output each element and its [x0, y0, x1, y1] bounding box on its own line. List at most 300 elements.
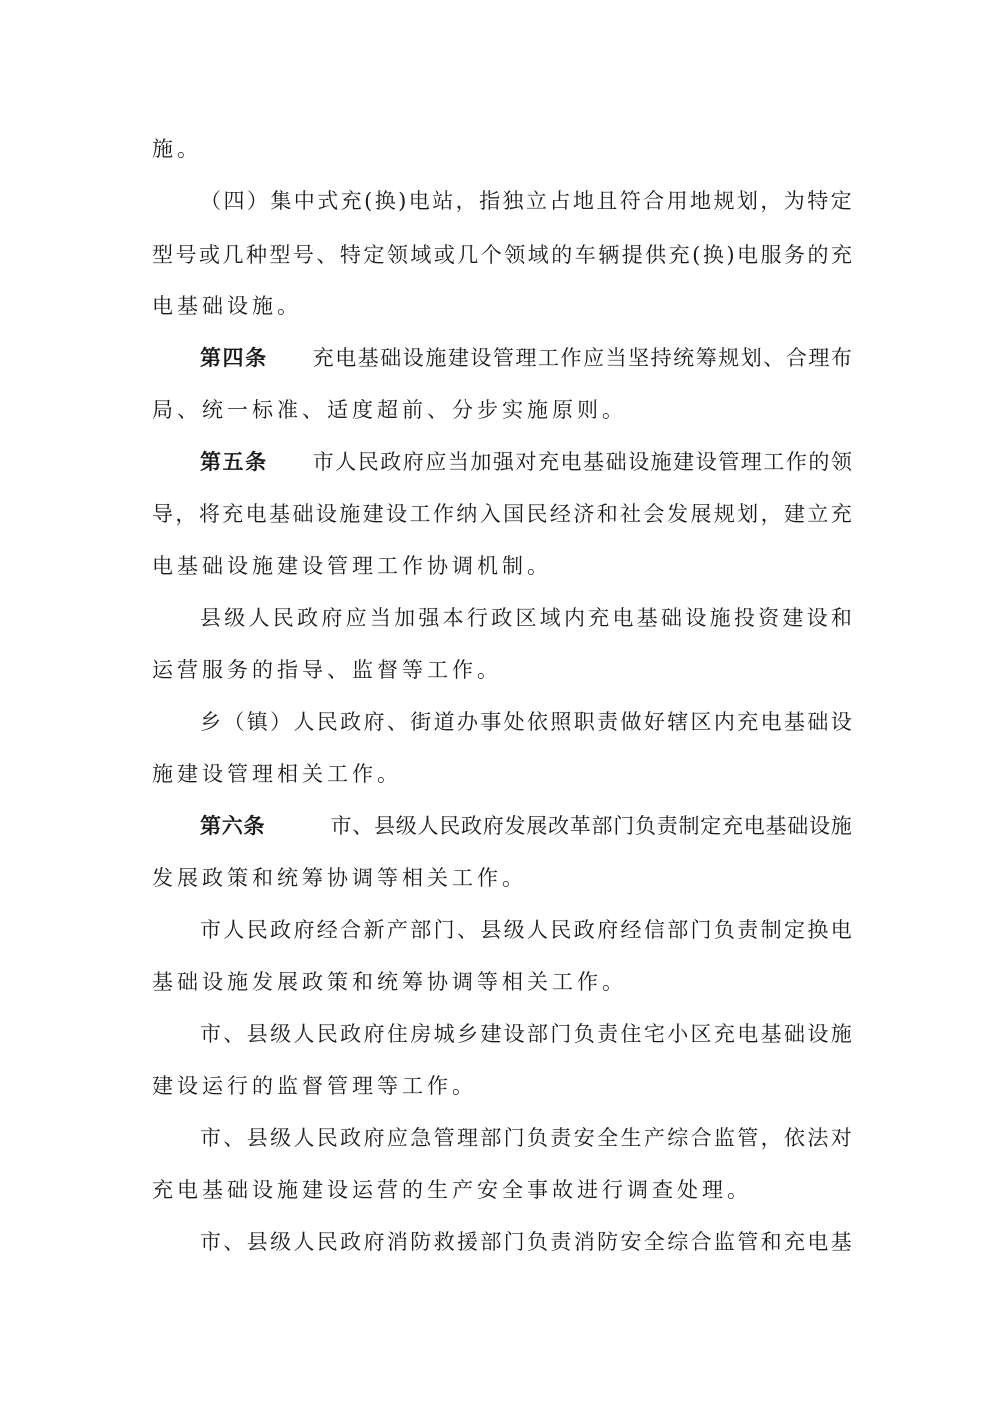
- char: 革: [569, 814, 591, 838]
- char: 府: [363, 1230, 385, 1254]
- char: 供: [645, 243, 667, 267]
- char: 或: [433, 243, 455, 267]
- char: 管: [433, 1126, 455, 1150]
- text-line: [152, 129, 852, 169]
- char: 电: [830, 918, 852, 942]
- char: 门: [503, 1230, 525, 1254]
- char: 基: [783, 710, 805, 734]
- char: 理: [740, 450, 762, 474]
- char: ，: [760, 502, 782, 526]
- char: 门: [613, 814, 635, 838]
- char: 援: [456, 1230, 478, 1254]
- char: 特: [339, 243, 361, 267]
- char: 电: [335, 346, 357, 370]
- char: 民: [316, 1230, 338, 1254]
- char: 的: [808, 450, 830, 474]
- text-line: [200, 1014, 852, 1054]
- char: 划: [740, 346, 762, 370]
- char: 区: [690, 710, 712, 734]
- char: 划: [737, 502, 759, 526]
- char: 服: [760, 243, 782, 267]
- char: 六: [221, 813, 243, 838]
- char: 人: [335, 450, 357, 474]
- char: 事: [480, 710, 502, 734]
- char: 人: [223, 918, 245, 942]
- char: 产: [386, 918, 408, 942]
- char: 设: [830, 710, 852, 734]
- char: 部: [591, 814, 613, 838]
- char: ，: [175, 502, 197, 526]
- char: 级: [395, 814, 417, 838]
- char: 发: [504, 814, 526, 838]
- char: 内: [713, 710, 735, 734]
- char: 市: [330, 814, 352, 838]
- char: 民: [316, 1022, 338, 1046]
- char: 础: [783, 1022, 805, 1046]
- char: 对: [830, 1126, 852, 1150]
- char: 集: [270, 189, 292, 213]
- char: 部: [667, 918, 689, 942]
- char: 持: [650, 346, 672, 370]
- char: 换: [702, 243, 724, 267]
- char: 设: [628, 450, 650, 474]
- char: 政: [491, 606, 513, 630]
- char: 负: [527, 1230, 549, 1254]
- text-line: [152, 286, 852, 326]
- char: 合: [785, 346, 807, 370]
- char: 特: [807, 189, 829, 213]
- char: 作: [785, 450, 807, 474]
- char: 综: [667, 1126, 689, 1150]
- char: 施: [339, 502, 361, 526]
- char: 基: [269, 502, 291, 526]
- char: 基: [583, 450, 605, 474]
- char: 对: [515, 450, 537, 474]
- char: 设: [386, 502, 408, 526]
- char: 小: [667, 1022, 689, 1046]
- char: 门: [690, 918, 712, 942]
- char: 市: [200, 1230, 221, 1254]
- char: 民: [550, 918, 572, 942]
- char: 投: [733, 606, 755, 630]
- char: 经: [316, 918, 338, 942]
- char: 应: [386, 1126, 408, 1150]
- char: 充: [783, 1230, 805, 1254]
- char: 充: [713, 1022, 735, 1046]
- char: 划: [736, 189, 758, 213]
- char: 筹: [695, 346, 717, 370]
- char: 规: [718, 346, 740, 370]
- char: 充: [312, 346, 334, 370]
- char: 部: [410, 918, 432, 942]
- char: 部: [480, 1230, 502, 1254]
- char: 电: [737, 1022, 759, 1046]
- char: 强: [418, 606, 440, 630]
- char: 应: [583, 346, 605, 370]
- char: 工: [409, 502, 431, 526]
- char: 本: [442, 606, 464, 630]
- char: 工: [763, 450, 785, 474]
- text-line: [200, 910, 852, 950]
- char: ): [398, 189, 407, 213]
- char: 个: [480, 243, 502, 267]
- char: 房: [410, 1022, 432, 1046]
- char: 中: [293, 189, 315, 213]
- char: 的: [807, 243, 829, 267]
- char: 布: [830, 346, 852, 370]
- char: 县: [480, 918, 502, 942]
- char: 域: [539, 606, 561, 630]
- char: 换: [374, 189, 396, 213]
- text-line: [200, 338, 852, 378]
- char: 独: [502, 189, 524, 213]
- char: 政: [340, 1126, 362, 1150]
- char: 、: [352, 814, 374, 838]
- char: 急: [410, 1126, 432, 1150]
- char: 当: [447, 450, 469, 474]
- char: 地: [572, 189, 594, 213]
- char: [268, 442, 289, 482]
- text-line: [152, 235, 852, 275]
- char: 改: [548, 814, 569, 838]
- char: 产: [643, 1126, 665, 1150]
- char: 宅: [643, 1022, 665, 1046]
- char: 统: [673, 346, 695, 370]
- char: [265, 806, 286, 846]
- char: 式: [317, 189, 339, 213]
- char: （: [223, 710, 245, 734]
- char: 政: [380, 450, 402, 474]
- char: 充: [722, 814, 743, 838]
- char: 民: [357, 450, 379, 474]
- text-line: [152, 858, 852, 898]
- char: 强: [492, 450, 514, 474]
- char: 为: [783, 189, 805, 213]
- char: 、: [223, 1022, 245, 1046]
- char: 理: [515, 346, 537, 370]
- char: 管: [718, 450, 740, 474]
- char: 政: [270, 918, 292, 942]
- char: 础: [661, 606, 683, 630]
- char: 、: [456, 918, 478, 942]
- char: 级: [270, 1022, 292, 1046]
- char: 全: [643, 1230, 665, 1254]
- char: 人: [527, 918, 549, 942]
- char: 设: [503, 1022, 525, 1046]
- char: 应: [425, 450, 447, 474]
- char: 车: [574, 243, 596, 267]
- char: 府: [363, 710, 385, 734]
- char: 府: [482, 814, 504, 838]
- char: 工: [537, 346, 559, 370]
- char: 负: [527, 1126, 549, 1150]
- char: 入: [479, 502, 501, 526]
- char: (: [364, 189, 373, 213]
- char: 住: [620, 1022, 642, 1046]
- char: 管: [737, 1126, 759, 1150]
- char: 条: [243, 813, 265, 838]
- text-line: [200, 1118, 852, 1158]
- char: 号: [292, 243, 314, 267]
- char: 区: [690, 1022, 712, 1046]
- char: 人: [293, 710, 315, 734]
- char: 全: [597, 1126, 619, 1150]
- line-text: 局、统一标准、适度超前、分步实施原则。: [152, 398, 627, 422]
- char: 管: [737, 1230, 759, 1254]
- char: 定: [700, 814, 722, 838]
- char: 责: [550, 1230, 572, 1254]
- char: ): [726, 243, 735, 267]
- line-text: 电基础设施建设管理工作协调机制。: [152, 554, 552, 578]
- char: 市: [312, 450, 334, 474]
- char: 电: [760, 710, 782, 734]
- char: 人: [417, 814, 439, 838]
- char: 用: [666, 189, 688, 213]
- char: 加: [394, 606, 416, 630]
- char: 民: [272, 606, 294, 630]
- char: 建: [480, 1022, 502, 1046]
- char: 应: [345, 606, 367, 630]
- char: 占: [549, 189, 571, 213]
- char: 五: [222, 449, 244, 474]
- text-line: [152, 1066, 852, 1106]
- char: 府: [293, 918, 315, 942]
- char: 政: [461, 814, 482, 838]
- char: 坚: [628, 346, 650, 370]
- line-text: 发展政策和统筹协调等相关工作。: [152, 866, 527, 890]
- char: 加: [470, 450, 492, 474]
- char: 建: [783, 502, 805, 526]
- char: 建: [447, 346, 469, 370]
- char: 住: [386, 1022, 408, 1046]
- char: 防: [597, 1230, 619, 1254]
- char: 施: [709, 606, 731, 630]
- char: 指: [479, 189, 501, 213]
- char: 基: [357, 346, 379, 370]
- char: 负: [635, 814, 656, 838]
- char: 部: [480, 1126, 502, 1150]
- char: 充: [588, 606, 610, 630]
- char: 提: [621, 243, 643, 267]
- char: [287, 806, 308, 846]
- char: 市: [200, 918, 221, 942]
- char: 城: [433, 1022, 455, 1046]
- char: 民: [439, 814, 461, 838]
- char: 依: [783, 1126, 805, 1150]
- char: 务: [783, 243, 805, 267]
- line-text: 电基础设施。: [152, 294, 302, 318]
- char: 充: [222, 502, 244, 526]
- char: 消: [386, 1230, 408, 1254]
- char: 第: [200, 345, 221, 370]
- char: 民: [316, 710, 338, 734]
- char: 市: [200, 1126, 221, 1150]
- char: 经: [549, 502, 571, 526]
- char: 县: [246, 1022, 268, 1046]
- char: 救: [433, 1230, 455, 1254]
- char: 规: [713, 502, 735, 526]
- char: 型: [269, 243, 291, 267]
- char: 础: [787, 814, 809, 838]
- char: 合: [690, 1230, 712, 1254]
- char: 政: [340, 1022, 362, 1046]
- text-line: [200, 1222, 852, 1262]
- char: 处: [503, 710, 525, 734]
- char: 充: [340, 189, 362, 213]
- char: 政: [573, 918, 595, 942]
- char: 领: [504, 243, 526, 267]
- char: 合: [340, 918, 362, 942]
- char: 电: [245, 502, 267, 526]
- char: ，: [455, 189, 477, 213]
- char: [309, 806, 330, 846]
- char: 设: [685, 606, 707, 630]
- char: 号: [175, 243, 197, 267]
- char: 电: [737, 243, 758, 267]
- char: 电: [807, 1230, 829, 1254]
- char: 人: [248, 606, 270, 630]
- char: 符: [619, 189, 641, 213]
- char: 政: [340, 1230, 362, 1254]
- char: 作: [560, 346, 582, 370]
- line-text: 运营服务的指导、监督等工作。: [152, 658, 502, 682]
- char: 纳: [456, 502, 478, 526]
- char: [290, 442, 311, 482]
- char: 设: [315, 502, 337, 526]
- char: 人: [293, 1230, 315, 1254]
- char: 做: [620, 710, 642, 734]
- char: 内: [563, 606, 585, 630]
- text-line: [152, 754, 852, 794]
- char: 济: [573, 502, 595, 526]
- char: 地: [690, 189, 712, 213]
- char: 种: [245, 243, 267, 267]
- char: 础: [807, 710, 829, 734]
- char: 施: [830, 1022, 852, 1046]
- char: 施: [650, 450, 672, 474]
- char: 辆: [598, 243, 620, 267]
- char: 且: [596, 189, 618, 213]
- char: 人: [293, 1126, 315, 1150]
- char: 负: [573, 1022, 595, 1046]
- char: 电: [612, 606, 634, 630]
- char: 制: [678, 814, 700, 838]
- char: 、: [763, 346, 785, 370]
- text-line: [200, 806, 852, 846]
- char: 街: [410, 710, 432, 734]
- char: 和: [596, 502, 618, 526]
- char: [290, 338, 311, 378]
- char: 级: [503, 918, 525, 942]
- char: 基: [830, 1230, 852, 1254]
- char: 责: [737, 918, 759, 942]
- text-line: [200, 702, 852, 742]
- line-text: 建设运行的监督管理等工作。: [152, 1074, 477, 1098]
- char: 础: [380, 346, 402, 370]
- char: 镇: [246, 710, 268, 734]
- char: 领: [386, 243, 408, 267]
- char: 生: [620, 1126, 642, 1150]
- char: 政: [297, 606, 319, 630]
- char: 展: [526, 814, 548, 838]
- text-line: [152, 650, 852, 690]
- char: 乡: [456, 1022, 478, 1046]
- char: 四: [223, 189, 245, 213]
- char: 设: [809, 814, 830, 838]
- char: 基: [760, 1022, 782, 1046]
- char: 换: [807, 918, 829, 942]
- line-text: 施建设管理相关工作。: [152, 762, 402, 786]
- char: 充: [668, 243, 690, 267]
- line-text: 充电基础设施建设运营的生产安全事故进行调查处理。: [152, 1178, 752, 1202]
- char: 或: [198, 243, 220, 267]
- text-line: [200, 442, 852, 482]
- char: 管: [492, 346, 514, 370]
- char: 定: [363, 243, 385, 267]
- char: 发: [666, 502, 688, 526]
- text-line: [200, 181, 852, 221]
- char: 几: [222, 243, 244, 267]
- char: 建: [782, 606, 804, 630]
- char: 级: [224, 606, 246, 630]
- char: 和: [830, 606, 852, 630]
- char: 县: [200, 606, 221, 630]
- char: 建: [673, 450, 695, 474]
- char: 条: [245, 345, 267, 370]
- char: 、: [223, 1126, 245, 1150]
- char: （: [200, 189, 221, 213]
- char: 基: [636, 606, 658, 630]
- char: 充: [830, 502, 852, 526]
- char: 合: [643, 189, 665, 213]
- char: 人: [293, 1022, 315, 1046]
- char: 级: [270, 1230, 292, 1254]
- char: 和: [760, 1230, 782, 1254]
- char: 电: [743, 814, 765, 838]
- char: 作: [432, 502, 454, 526]
- char: 立: [525, 189, 547, 213]
- char: 充: [737, 710, 759, 734]
- char: 基: [765, 814, 787, 838]
- char: 府: [363, 1022, 385, 1046]
- char: 础: [605, 450, 627, 474]
- char: [268, 338, 289, 378]
- char: 门: [433, 918, 455, 942]
- char: 理: [808, 346, 830, 370]
- char: 设: [807, 1022, 829, 1046]
- char: 责: [550, 1126, 572, 1150]
- char: 监: [713, 1230, 735, 1254]
- char: 信: [643, 918, 665, 942]
- char: 会: [643, 502, 665, 526]
- char: 展: [690, 502, 712, 526]
- char: 规: [713, 189, 735, 213]
- char: 县: [374, 814, 395, 838]
- char: 政: [340, 710, 362, 734]
- text-line: [200, 598, 852, 638]
- char: 充: [537, 450, 559, 474]
- char: (: [692, 243, 701, 267]
- char: 道: [433, 710, 455, 734]
- char: 辖: [667, 710, 689, 734]
- char: ）: [270, 710, 292, 734]
- char: 社: [620, 502, 642, 526]
- char: 县: [246, 1126, 268, 1150]
- char: 责: [656, 814, 678, 838]
- char: 县: [246, 1230, 268, 1254]
- char: 域: [410, 243, 432, 267]
- char: 设: [470, 346, 492, 370]
